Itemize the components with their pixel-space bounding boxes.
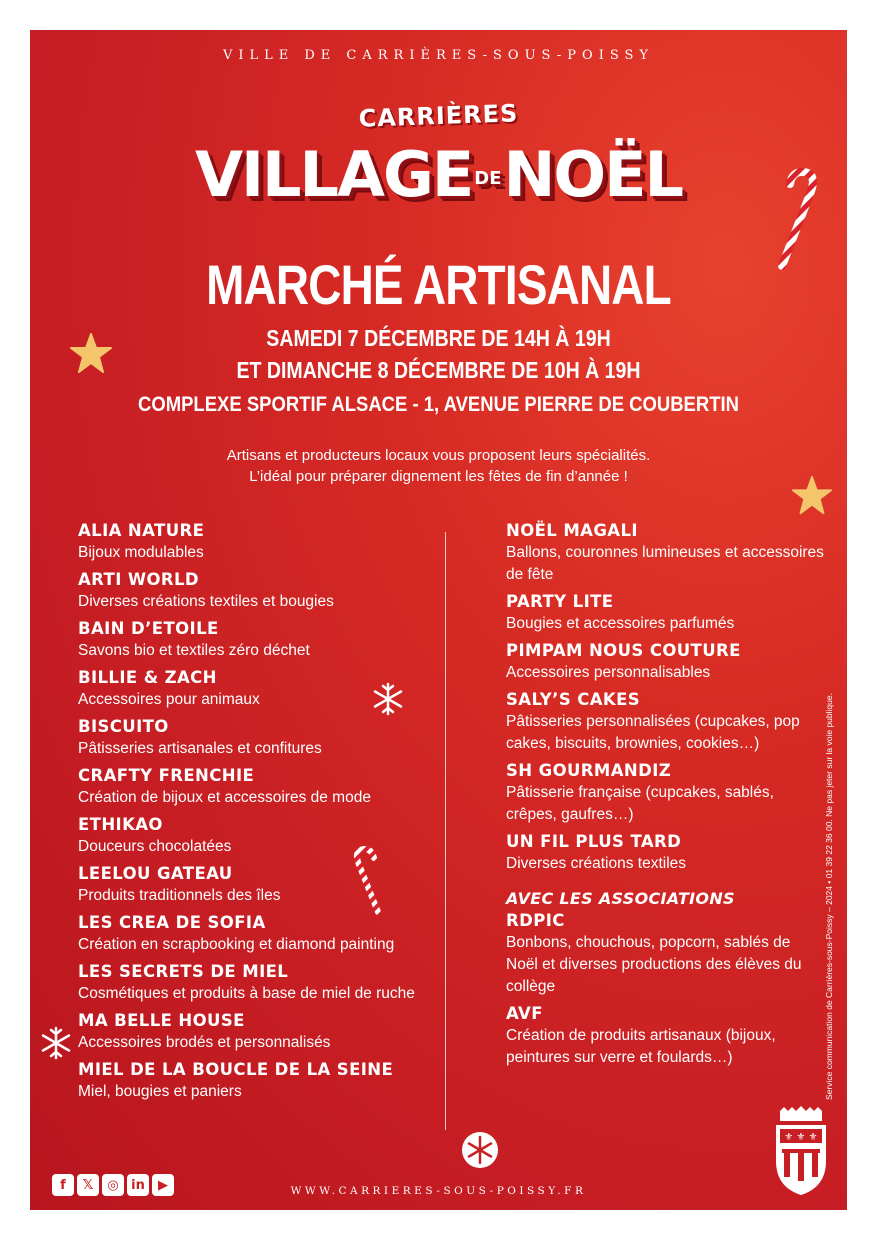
exhibitor-description: Bonbons, chouchous, popcorn, sablés de Noël et diverses productions des élèves du collège [506,934,802,995]
side-credit [824,650,836,1100]
date-line-1: SAMEDI 7 DÉCEMBRE DE 14H À 19H [266,325,611,351]
exhibitor-description: Pâtisserie française (cupcakes, sablés, crêpes, gaufres…) [506,784,774,823]
exhibitor-description: Miel, bougies et paniers [78,1083,242,1100]
exhibitor-description: Douceurs chocolatées [78,838,232,855]
column-divider [445,532,446,1130]
exhibitor-entry [78,765,438,809]
event-intro [30,445,847,487]
exhibitor-entry [78,618,438,662]
exhibitor-description: Ballons, couronnes lumineuses et accessoires de fête [506,544,824,583]
snowflake-icon [39,1026,73,1060]
logo-noel: NOËL [503,138,682,211]
exhibitor-description: Produits traditionnels des îles [78,887,281,904]
event-title: MARCHÉ ARTISANAL [206,253,671,316]
date-line-2: ET DIMANCHE 8 DÉCEMBRE DE 10H À 19H [236,357,641,383]
exhibitor-name: LES SECRETS DE MIEL [78,962,289,981]
exhibitor-entry [506,591,826,635]
exhibitor-name: SH GOURMANDIZ [506,761,672,780]
instagram-icon[interactable]: ◎ [102,1174,124,1196]
exhibitor-entry [506,760,826,826]
intro-line-1: Artisans et producteurs locaux vous proposent leurs spécialités. [226,447,651,464]
exhibitor-name: AVF [506,1004,543,1023]
exhibitor-name: CRAFTY FRENCHIE [78,766,255,785]
youtube-icon[interactable]: ▶ [152,1174,174,1196]
exhibitor-entry [78,912,438,956]
exhibitor-description: Accessoires brodés et personnalisés [78,1034,331,1051]
exhibitor-name: LES CREA DE SOFIA [78,913,266,932]
exhibitor-entry [506,520,826,586]
exhibitor-entry [506,689,826,755]
exhibitor-name: MA BELLE HOUSE [78,1011,245,1030]
exhibitor-name: PARTY LITE [506,592,614,611]
event-dates [91,322,785,386]
exhibitor-description: Pâtisseries personnalisées (cupcakes, pop cakes, biscuits, brownies, cookies…) [506,713,800,752]
star-icon [68,332,114,376]
exhibitor-name: SALY’S CAKES [506,690,641,709]
exhibitor-name: ARTI WORLD [78,570,200,589]
exhibitor-description: Cosmétiques et produits à base de miel de ruche [78,985,415,1002]
exhibitor-description: Pâtisseries artisanales et confitures [78,740,322,757]
intro-line-2: L’idéal pour préparer dignement les fêtes de fin d’année ! [249,468,628,485]
exhibitor-list-left [78,520,438,1108]
exhibitor-name: BAIN D’ETOILE [78,619,219,638]
poster [30,30,847,1210]
exhibitor-entry [78,1059,438,1103]
website-url[interactable]: WWW.CARRIERES-SOUS-POISSY.FR [290,1185,587,1197]
exhibitor-name: MIEL DE LA BOUCLE DE LA SEINE [78,1060,394,1079]
exhibitor-entry [506,640,826,684]
star-icon [790,475,834,517]
credit-text: Service communication de Carrières-sous-Poissy – 2024 • 01 39 22 36 00. Ne pas jeter sur la voie publique. [824,693,834,1100]
exhibitor-entry [78,569,438,613]
exhibitor-description: Création de bijoux et accessoires de mode [78,789,371,806]
snowflake-icon [460,1130,500,1170]
exhibitor-description: Bougies et accessoires parfumés [506,615,735,632]
linkedin-icon[interactable]: in [127,1174,149,1196]
exhibitor-list-right [506,520,826,1074]
city-crest-icon [772,1105,830,1197]
exhibitor-description: Création en scrapbooking et diamond painting [78,936,395,953]
exhibitor-description: Diverses créations textiles et bougies [78,593,334,610]
facebook-icon[interactable]: f [52,1174,74,1196]
exhibitor-description: Création de produits artisanaux (bijoux, peintures sur verre et foulards…) [506,1027,776,1066]
exhibitor-entry [78,814,438,858]
exhibitor-entry [78,961,438,1005]
exhibitor-description: Accessoires personnalisables [506,664,711,681]
exhibitor-entry [78,863,438,907]
x-icon[interactable]: 𝕏 [77,1174,99,1196]
logo-carrieres: CARRIÈRES [358,99,519,133]
exhibitor-entry [506,831,826,875]
logo-village: VILLAGE [194,138,473,211]
event-venue: COMPLEXE SPORTIF ALSACE - 1, AVENUE PIERRE DE COUBERTIN [137,393,740,416]
exhibitor-name: UN FIL PLUS TARD [506,832,682,851]
exhibitor-name: BISCUITO [78,717,169,736]
logo-village-de-noel [30,140,847,214]
exhibitor-entry [78,520,438,564]
exhibitor-entry [506,1003,826,1069]
exhibitor-description: Bijoux modulables [78,544,204,561]
exhibitor-entry [506,910,826,998]
exhibitor-entry [78,1010,438,1054]
exhibitor-name: PIMPAM NOUS COUTURE [506,641,741,660]
exhibitor-name: ALIA NATURE [78,521,205,540]
exhibitor-description: Savons bio et textiles zéro déchet [78,642,310,659]
exhibitor-name: ETHIKAO [78,815,163,834]
exhibitor-entry [78,716,438,760]
candy-cane-icon [770,168,830,272]
logo-de: DE [474,167,502,189]
exhibitor-name: NOËL MAGALI [506,521,638,540]
exhibitor-name: LEELOU GATEAU [78,864,233,883]
exhibitor-description: Accessoires pour animaux [78,691,260,708]
exhibitor-name: BILLIE & ZACH [78,668,217,687]
exhibitor-name: RDPIC [506,911,565,930]
exhibitor-entry [78,667,438,711]
town-name: VILLE DE CARRIÈRES-SOUS-POISSY [222,48,655,63]
svg-text:⚜ ⚜ ⚜: ⚜ ⚜ ⚜ [784,1132,818,1143]
exhibitor-description: Diverses créations textiles [506,855,687,872]
associations-title: AVEC LES ASSOCIATIONS [506,889,735,908]
